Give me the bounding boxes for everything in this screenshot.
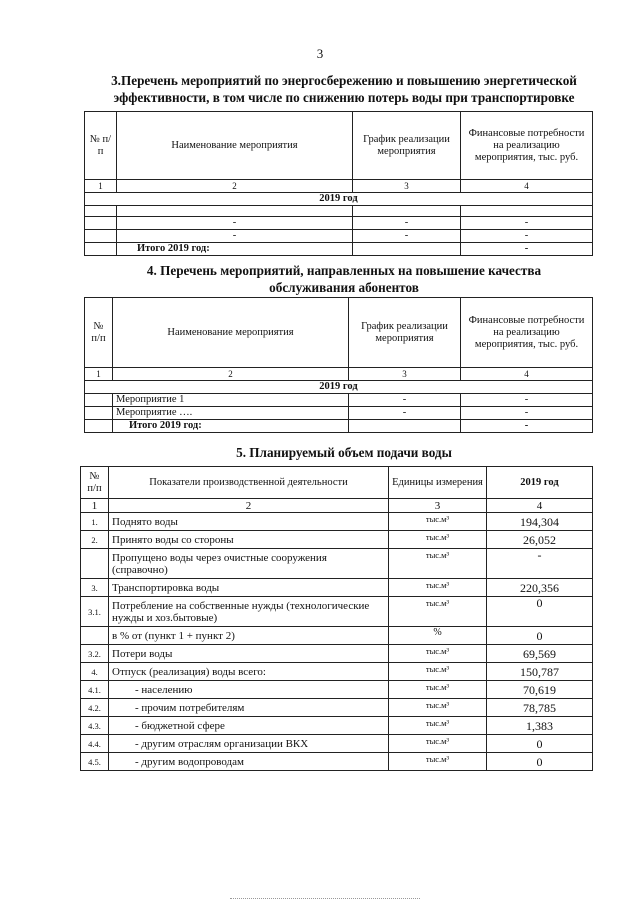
- table-row: [81, 753, 593, 771]
- col-number: 3: [349, 368, 461, 381]
- col-number-row: [81, 499, 593, 513]
- cell-name: Мероприятие ….: [113, 407, 349, 420]
- table-row: [81, 699, 593, 717]
- row-unit: тыс.м³: [389, 645, 487, 663]
- row-index: 3.2.: [81, 645, 109, 663]
- row-index: 3.: [81, 579, 109, 597]
- col-header-units: Единицы измерения: [389, 467, 487, 499]
- col-number: 1: [85, 368, 113, 381]
- col-header-name: Наименование мероприятия: [117, 112, 353, 180]
- row-index: 4.2.: [81, 699, 109, 717]
- row-unit: тыс.м³: [389, 717, 487, 735]
- row-value: 0: [487, 753, 593, 771]
- cell-name: [117, 206, 353, 217]
- table-row: [81, 735, 593, 753]
- col-header-schedule: График реализации мероприятия: [349, 298, 461, 368]
- col-number-row: [85, 180, 593, 193]
- cell-finance: -: [461, 230, 593, 243]
- section3-title-line2: эффективности, в том числе по снижению потерь воды при транспортировке: [113, 90, 575, 105]
- section3-title: [80, 72, 608, 106]
- row-value: 0: [487, 627, 593, 645]
- cell-schedule: [353, 206, 461, 217]
- cell-schedule: -: [349, 394, 461, 407]
- page-number: 3: [316, 46, 324, 61]
- year-row: [85, 193, 593, 206]
- row-indicator: - другим отраслям организации ВКХ: [109, 735, 389, 753]
- cell-name: -: [117, 230, 353, 243]
- row-index: 1.: [81, 513, 109, 531]
- row-value: 220,356: [487, 579, 593, 597]
- total-label: Итого 2019 год:: [117, 243, 353, 256]
- row-value: 69,569: [487, 645, 593, 663]
- total-value: -: [461, 243, 593, 256]
- row-indicator: Потребление на собственные нужды (технологические нужды и хоз.бытовые): [109, 597, 389, 627]
- table-row: [81, 663, 593, 681]
- table-row: [81, 627, 593, 645]
- total-row: [85, 243, 593, 256]
- cell-name: -: [117, 217, 353, 230]
- table-row: [81, 645, 593, 663]
- col-header-year: 2019 год: [487, 467, 593, 499]
- section5-title: 5. Планируемый объем подачи воды: [236, 445, 452, 460]
- row-unit: тыс.м³: [389, 735, 487, 753]
- year-label: 2019 год: [85, 193, 593, 206]
- section4-title: [80, 262, 608, 296]
- row-indicator: Поднято воды: [109, 513, 389, 531]
- col-number: 2: [117, 180, 353, 193]
- row-value: 194,304: [487, 513, 593, 531]
- row-unit: тыс.м³: [389, 579, 487, 597]
- col-number: 1: [81, 499, 109, 513]
- section4-table: [84, 297, 593, 433]
- row-indicator: Транспортировка воды: [109, 579, 389, 597]
- row-value: 1,383: [487, 717, 593, 735]
- cell-finance: [461, 206, 593, 217]
- table-header-row: [85, 112, 593, 180]
- table-row: [81, 531, 593, 549]
- col-number: 2: [113, 368, 349, 381]
- section4-title-line2: обслуживания абонентов: [269, 280, 419, 295]
- col-header-finance: Финансовые потребности на реализацию мероприятия, тыс. руб.: [461, 112, 593, 180]
- table-row: [85, 217, 593, 230]
- section3-title-line1: 3.Перечень мероприятий по энергосбережению и повышению энергетической: [111, 73, 577, 88]
- row-unit: тыс.м³: [389, 597, 487, 627]
- col-number-row: [85, 368, 593, 381]
- row-indicator: Отпуск (реализация) воды всего:: [109, 663, 389, 681]
- col-header-num: № п/п: [81, 467, 109, 499]
- cell-finance: -: [461, 407, 593, 420]
- scan-artifact-line: [230, 898, 420, 899]
- row-value: 0: [487, 735, 593, 753]
- col-number: 4: [487, 499, 593, 513]
- section5-table: [80, 466, 593, 771]
- col-number: 1: [85, 180, 117, 193]
- col-number: 2: [109, 499, 389, 513]
- col-number: 4: [461, 368, 593, 381]
- row-value: 70,619: [487, 681, 593, 699]
- row-index: [81, 627, 109, 645]
- row-unit: тыс.м³: [389, 531, 487, 549]
- col-header-name: Наименование мероприятия: [113, 298, 349, 368]
- col-header-schedule: График реализации мероприятия: [353, 112, 461, 180]
- cell-schedule: -: [349, 407, 461, 420]
- cell-schedule: -: [353, 230, 461, 243]
- table-row: [85, 407, 593, 420]
- row-indicator: в % от (пункт 1 + пункт 2): [109, 627, 389, 645]
- col-number: 3: [353, 180, 461, 193]
- row-unit: тыс.м³: [389, 549, 487, 579]
- row-indicator: Пропущено воды через очистные сооружения (справочно): [109, 549, 389, 579]
- row-value: 78,785: [487, 699, 593, 717]
- row-unit: тыс.м³: [389, 699, 487, 717]
- row-value: 150,787: [487, 663, 593, 681]
- table-header-row: [85, 298, 593, 368]
- table-row: [81, 681, 593, 699]
- table-row: [81, 597, 593, 627]
- table-row: [85, 230, 593, 243]
- row-unit: тыс.м³: [389, 753, 487, 771]
- row-indicator: Потери воды: [109, 645, 389, 663]
- row-index: 3.1.: [81, 597, 109, 627]
- table-row: [81, 579, 593, 597]
- cell-finance: -: [461, 217, 593, 230]
- total-value: -: [461, 420, 593, 433]
- year-row: [85, 381, 593, 394]
- row-index: 4.3.: [81, 717, 109, 735]
- row-index: 2.: [81, 531, 109, 549]
- section4-title-line1: 4. Перечень мероприятий, направленных на повышение качества: [146, 263, 542, 278]
- row-indicator: Принято воды со стороны: [109, 531, 389, 549]
- row-unit: тыс.м³: [389, 513, 487, 531]
- cell-name: Мероприятие 1: [113, 394, 349, 407]
- row-indicator: - прочим потребителям: [109, 699, 389, 717]
- section3-table: [84, 111, 593, 256]
- row-index: [81, 549, 109, 579]
- total-label: Итого 2019 год:: [113, 420, 349, 433]
- col-header-indicator: Показатели производственной деятельности: [109, 467, 389, 499]
- cell-schedule: -: [353, 217, 461, 230]
- row-unit: тыс.м³: [389, 681, 487, 699]
- row-index: 4.: [81, 663, 109, 681]
- row-indicator: - населению: [109, 681, 389, 699]
- row-value: 26,052: [487, 531, 593, 549]
- table-row: [81, 717, 593, 735]
- row-unit: тыс.м³: [389, 663, 487, 681]
- col-number: 4: [461, 180, 593, 193]
- row-indicator: - другим водопроводам: [109, 753, 389, 771]
- col-header-num: № п/п: [85, 112, 117, 180]
- cell-finance: -: [461, 394, 593, 407]
- table-row: [85, 206, 593, 217]
- table-row: [85, 394, 593, 407]
- table-row: [81, 513, 593, 531]
- col-number: 3: [389, 499, 487, 513]
- col-header-num: № п/п: [85, 298, 113, 368]
- row-indicator: - бюджетной сфере: [109, 717, 389, 735]
- row-index: 4.5.: [81, 753, 109, 771]
- table-header-row: [81, 467, 593, 499]
- total-row: [85, 420, 593, 433]
- table-row: [81, 549, 593, 579]
- row-index: 4.4.: [81, 735, 109, 753]
- row-value: 0: [487, 597, 593, 627]
- col-header-finance: Финансовые потребности на реализацию мероприятия, тыс. руб.: [461, 298, 593, 368]
- row-value: -: [487, 549, 593, 579]
- year-label: 2019 год: [85, 381, 593, 394]
- row-index: 4.1.: [81, 681, 109, 699]
- row-unit: %: [389, 627, 487, 645]
